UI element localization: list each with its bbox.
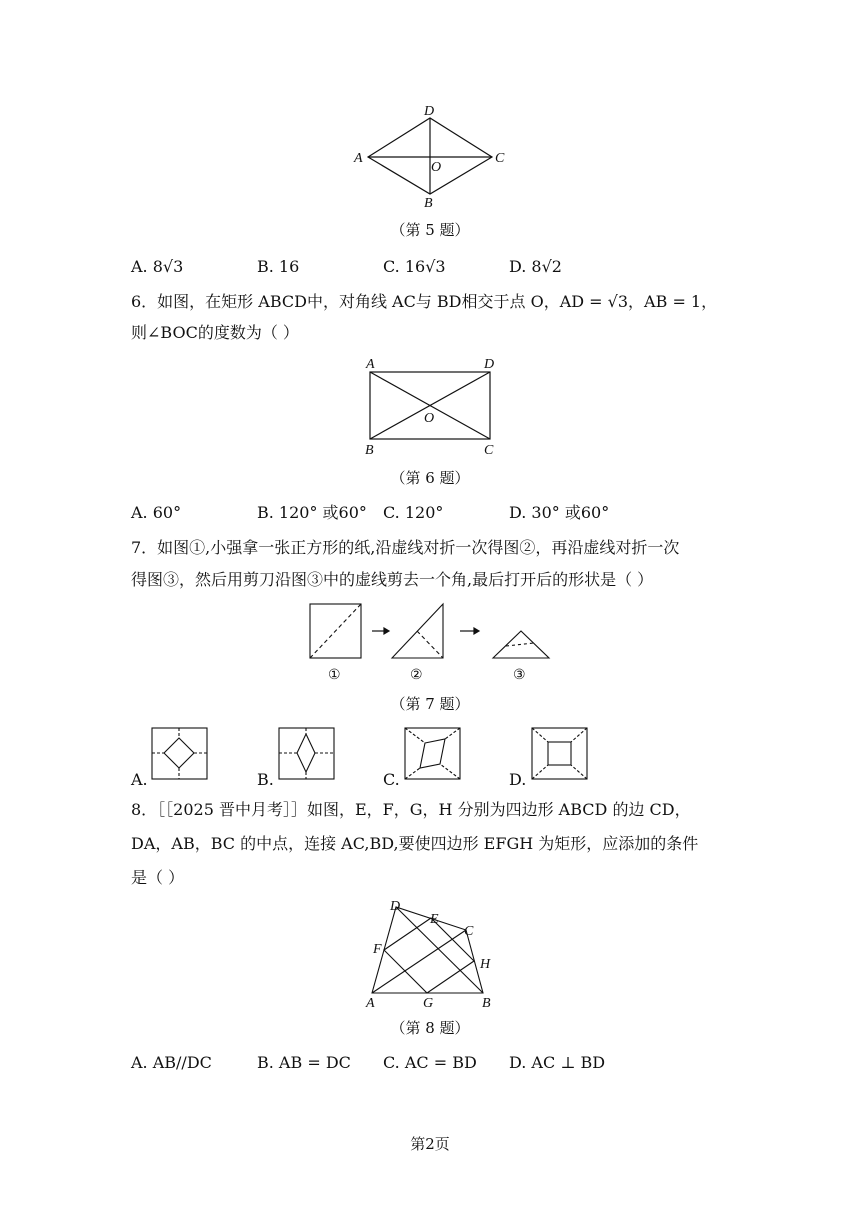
q5-option-d: D. 8√2 <box>509 257 562 276</box>
q6-text-line2: 则∠BOC的度数为（ ） <box>131 323 299 342</box>
label-d: D <box>484 357 495 372</box>
q7-option-c-figure <box>403 726 463 782</box>
q7-text-line2: 得图③，然后用剪刀沿图③中的虚线剪去一个角,最后打开后的形状是（ ） <box>131 570 654 589</box>
label-c: C <box>484 443 494 458</box>
q6-option-c: C. 120° <box>383 503 444 522</box>
fold-line-2 <box>417 631 443 658</box>
fold-line-1 <box>310 604 361 658</box>
label-c: C <box>495 151 505 166</box>
label-d: D <box>390 899 401 914</box>
figure-7-caption: （第 7 题） <box>390 695 470 713</box>
figure-8-caption: （第 8 题） <box>390 1019 470 1037</box>
q6-option-b: B. 120° 或60° <box>257 503 367 522</box>
q8-option-c: C. AC = BD <box>383 1053 477 1072</box>
figure-5-rhombus <box>340 100 520 210</box>
label-d: D <box>424 104 435 119</box>
quadrilateral-efgh <box>384 918 474 993</box>
label-g: G <box>423 996 434 1011</box>
q5-option-c: C. 16√3 <box>383 257 446 276</box>
label-a: A <box>354 151 363 166</box>
q5-option-b: B. 16 <box>257 257 300 276</box>
figure-5-caption: （第 5 题） <box>390 221 470 239</box>
label-b: B <box>482 996 491 1011</box>
q5-option-a: A. 8√3 <box>131 257 184 276</box>
q8-option-d: D. AC ⊥ BD <box>509 1053 606 1072</box>
label-o: O <box>431 160 442 175</box>
q6-option-a: A. 60° <box>131 503 182 522</box>
q7-option-b-figure <box>277 726 337 782</box>
q7-option-d-figure <box>530 726 590 782</box>
arrow-2-head <box>474 628 479 634</box>
figure-7-folding <box>300 598 560 686</box>
label-b: B <box>365 443 374 458</box>
figure-8-quadrilateral <box>355 893 515 1013</box>
label-e: E <box>430 912 439 927</box>
q6-option-d: D. 30° 或60° <box>509 503 610 522</box>
folded-small-triangle <box>493 631 549 658</box>
q8-text-line3: 是（ ） <box>131 868 185 887</box>
label-c: C <box>464 924 474 939</box>
q6-text-line1: 6．如图，在矩形 ABCD中，对角线 AC与 BD相交于点 O，AD = √3，AB = 1， <box>131 292 718 311</box>
figure-6-caption: （第 6 题） <box>390 469 470 487</box>
label-fig-2: ② <box>410 668 423 683</box>
diagonal-bd <box>396 907 483 993</box>
q7-text-line1: 7．如图①,小强拿一张正方形的纸,沿虚线对折一次得图②，再沿虚线对折一次 <box>131 538 680 557</box>
cut-line <box>506 643 534 646</box>
q7-option-b: B. <box>257 770 274 789</box>
q7-option-c: C. <box>383 770 400 789</box>
q8-text-line2: DA，AB，BC 的中点，连接 AC,BD,要使四边形 EFGH 为矩形，应添加的条件 <box>131 834 699 853</box>
page-number: 第2页 <box>410 1135 450 1153</box>
label-b: B <box>424 196 433 210</box>
label-a: A <box>366 357 375 372</box>
q7-option-d: D. <box>509 770 527 789</box>
q8-option-b: B. AB = DC <box>257 1053 351 1072</box>
q7-option-a-figure <box>150 726 210 782</box>
label-fig-3: ③ <box>513 668 526 683</box>
arrow-1-head <box>384 628 389 634</box>
label-a: A <box>366 996 375 1011</box>
q8-option-a: A. AB//DC <box>131 1053 212 1072</box>
label-o: O <box>424 411 435 426</box>
label-f: F <box>373 942 382 957</box>
q8-text-line1: 8．［［2025 晋中月考］］如图，E，F，G，H 分别为四边形 ABCD 的边 CD， <box>131 800 691 819</box>
label-h: H <box>480 957 491 972</box>
label-fig-1: ① <box>328 668 341 683</box>
figure-6-rectangle <box>355 350 515 460</box>
q7-option-a: A. <box>131 770 148 789</box>
